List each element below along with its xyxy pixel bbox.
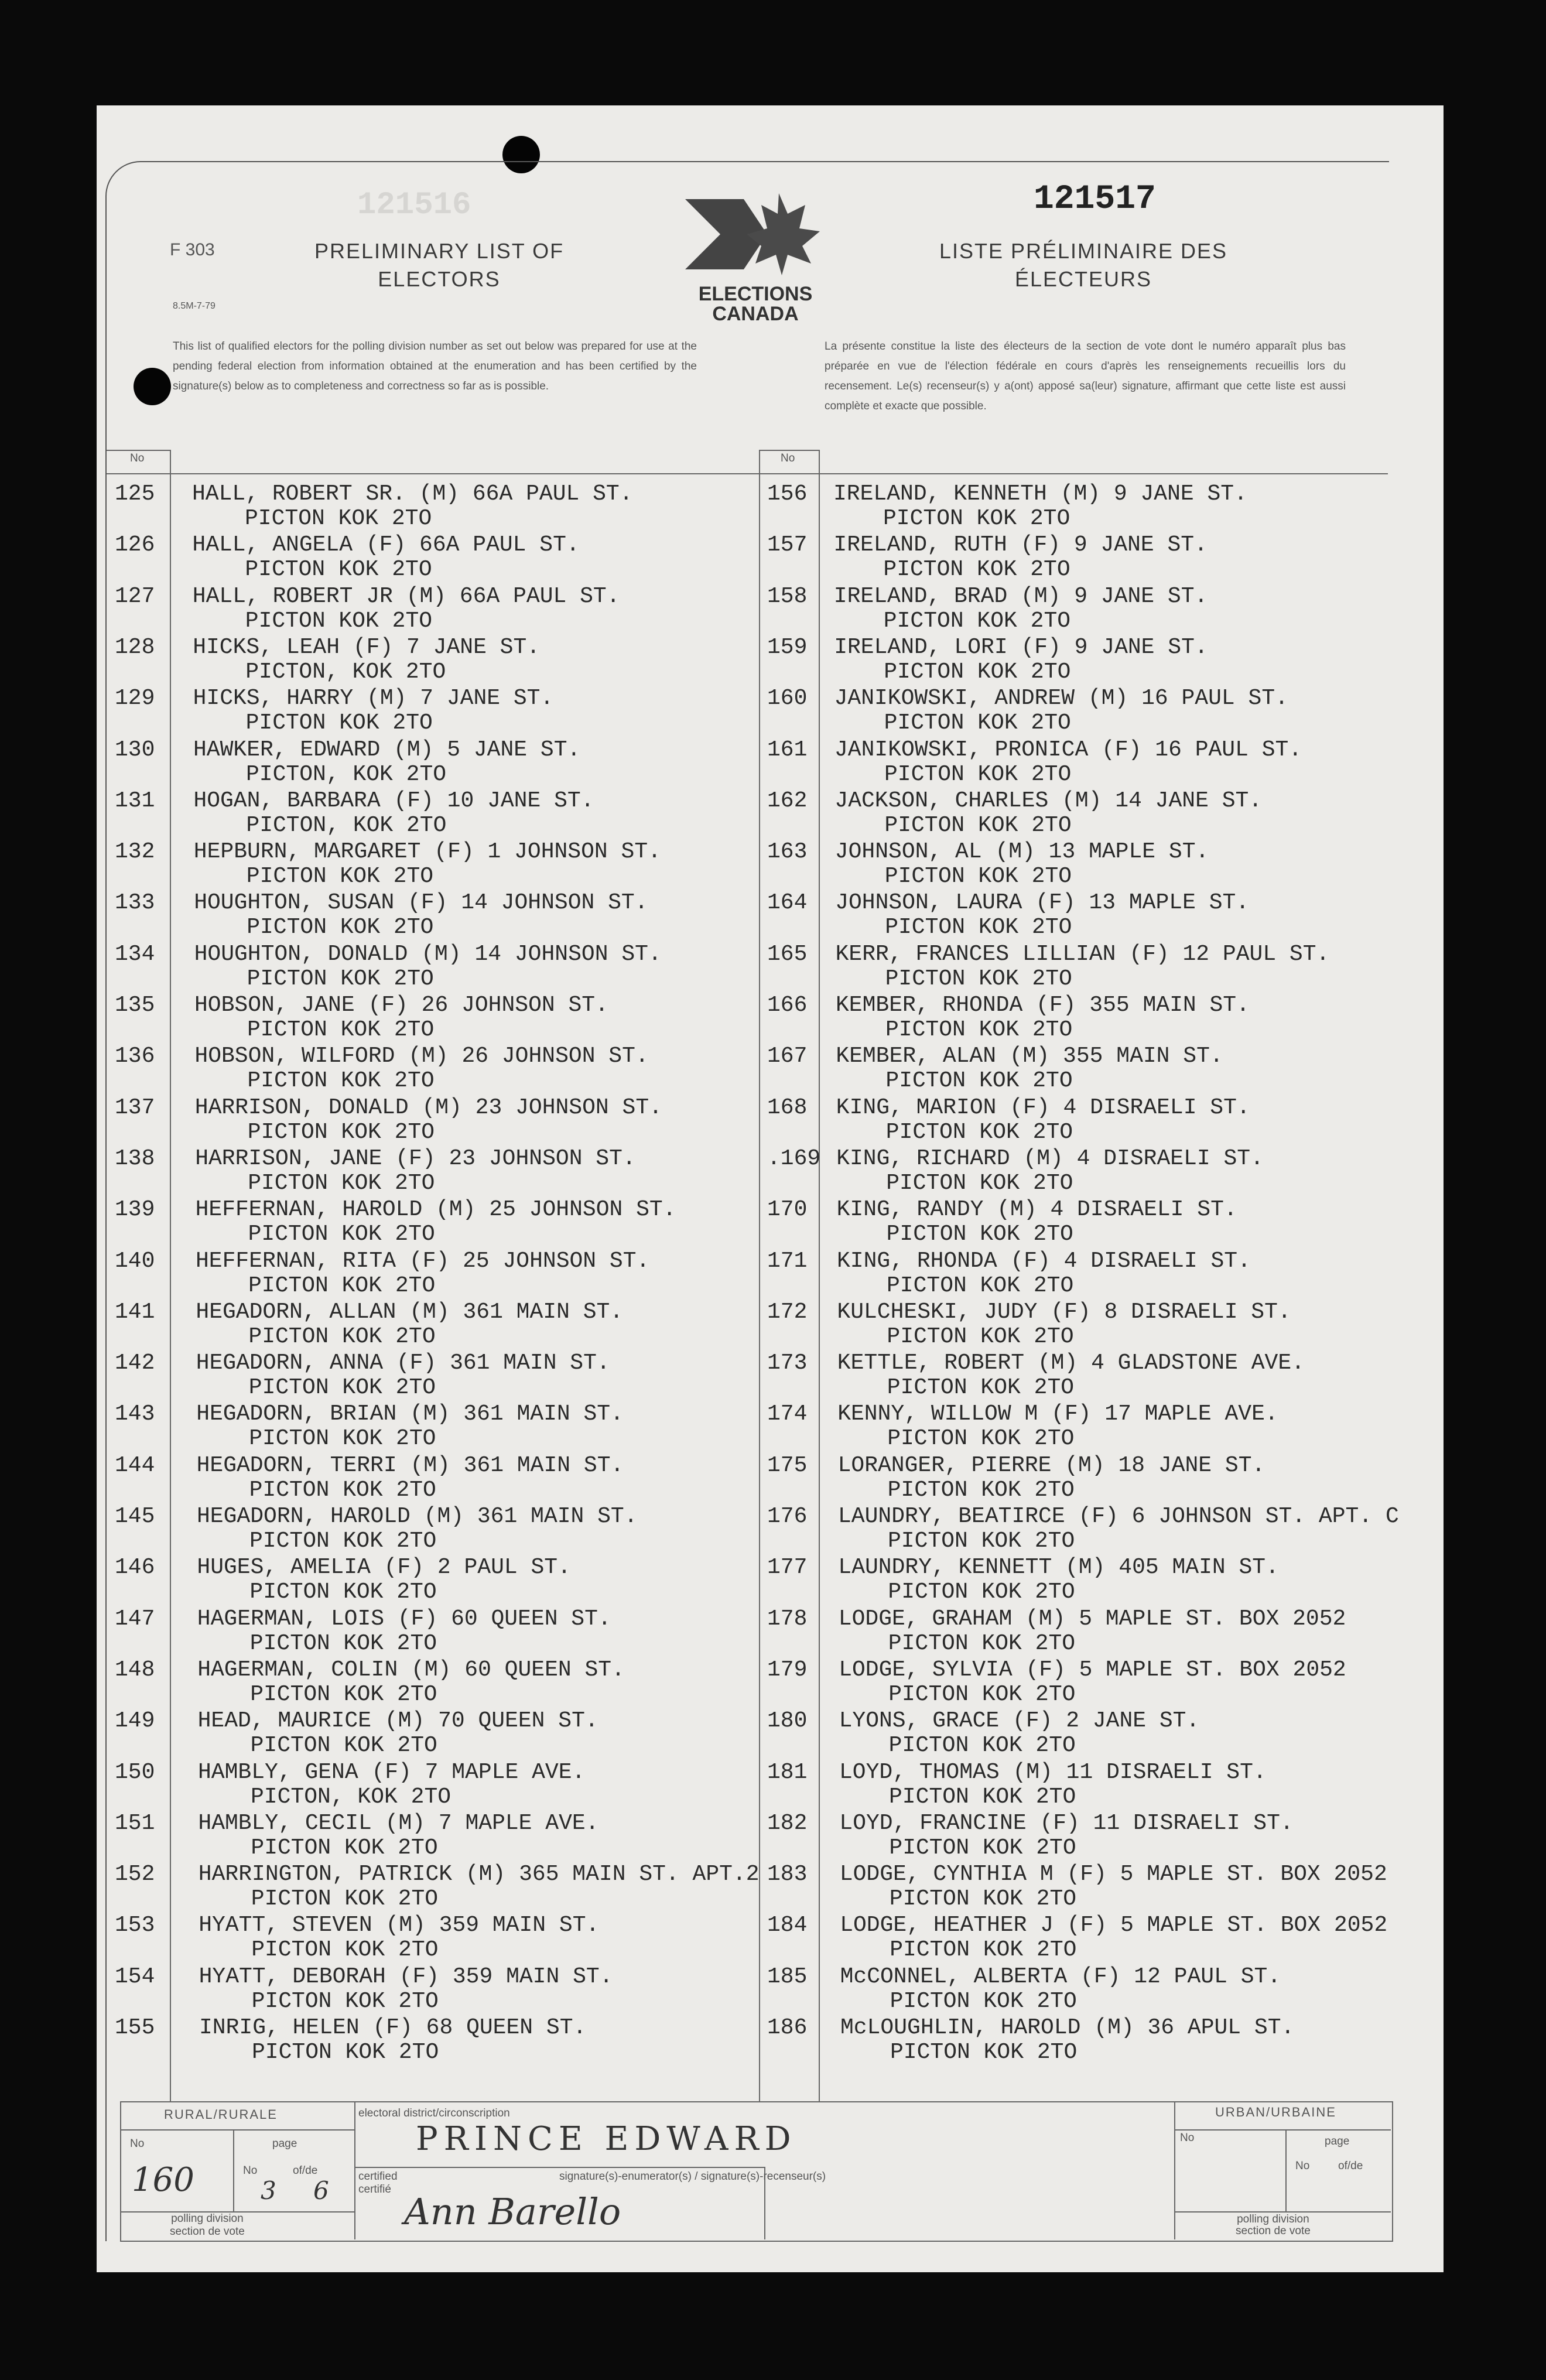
entry-city-postal: PICTON KOK 2TO [249, 1630, 437, 1656]
rural-no-value: 160 [132, 2161, 194, 2199]
entry-name-address: HEGADORN, TERRI (M) 361 MAIN ST. [196, 1452, 624, 1478]
footer-urban-bottom [1174, 2211, 1391, 2213]
entry-city-postal: PICTON KOK 2TO [887, 1324, 1074, 1349]
entry-number: 179 [767, 1657, 808, 1683]
entry-number: 172 [767, 1299, 808, 1325]
entry-city-postal: PICTON KOK 2TO [888, 1528, 1075, 1554]
entry-number: 171 [767, 1248, 808, 1274]
entry-number: 175 [767, 1452, 808, 1478]
entry-name-address: KING, RHONDA (F) 4 DISRAELI ST. [837, 1248, 1251, 1274]
entry-name-address: HEGADORN, ANNA (F) 361 MAIN ST. [196, 1350, 610, 1376]
form-number: F 303 [170, 240, 215, 259]
footer-urban-divider [1174, 2101, 1175, 2239]
entry-name-address: McLOUGHLIN, HAROLD (M) 36 APUL ST. [840, 2015, 1295, 2040]
entry-city-postal: PICTON KOK 2TO [247, 1017, 435, 1042]
entry-city-postal: PICTON KOK 2TO [884, 659, 1071, 685]
rural-polling-label [170, 2213, 245, 2238]
entry-number: 127 [115, 583, 155, 609]
entry-city-postal: PICTON KOK 2TO [889, 1886, 1077, 1912]
footer-urban-no-divider [1285, 2129, 1287, 2211]
entry-name-address: McCONNEL, ALBERTA (F) 12 PAUL ST. [840, 1964, 1281, 1989]
certified-label-en: certified [358, 2170, 398, 2183]
serial-number: 121517 [1034, 180, 1156, 218]
urban-no-label: No [1180, 2132, 1195, 2144]
entry-city-postal: PICTON KOK 2TO [251, 1988, 439, 2014]
entry-number: 132 [115, 839, 155, 865]
entry-city-postal: PICTON KOK 2TO [249, 1528, 437, 1554]
page-value: 3 [261, 2176, 276, 2205]
entry-city-postal: PICTON KOK 2TO [884, 864, 1072, 890]
entry-number: 182 [767, 1810, 808, 1836]
entry-name-address: KERR, FRANCES LILLIAN (F) 12 PAUL ST. [835, 941, 1330, 967]
entry-city-postal: PICTON KOK 2TO [247, 966, 434, 991]
entry-name-address: LODGE, CYNTHIA M (F) 5 MAPLE ST. BOX 2052 [839, 1862, 1387, 1887]
entry-city-postal: PICTON KOK 2TO [889, 1784, 1076, 1810]
col-header-left: No [130, 452, 145, 464]
footer-urban-line [1174, 2129, 1391, 2131]
entry-city-postal: PICTON KOK 2TO [884, 812, 1072, 838]
urban-label: URBAN/URBAINE [1215, 2105, 1336, 2119]
intro-english: This list of qualified electors for the polling division number as set out below was prepared for use at the pending federal election from information obtained at the enumeration and has been certified by the signature(s) below as to completeness and correctness so far as is possible. [173, 340, 697, 392]
entry-number: 142 [115, 1350, 155, 1376]
entry-name-address: HICKS, HARRY (M) 7 JANE ST. [193, 686, 554, 712]
print-code: 8.5M-7-79 [173, 301, 216, 311]
entry-city-postal: PICTON KOK 2TO [886, 1170, 1073, 1196]
entry-city-postal: PICTON KOK 2TO [890, 1988, 1077, 2014]
entry-name-address: HEGADORN, HAROLD (M) 361 MAIN ST. [197, 1504, 638, 1529]
title-english-line2: ELECTORS [378, 267, 501, 291]
entry-city-postal: PICTON KOK 2TO [248, 1222, 435, 1247]
entry-city-postal: PICTON, KOK 2TO [246, 761, 447, 787]
entry-number: 161 [767, 737, 808, 762]
entry-number: 148 [115, 1657, 155, 1683]
col-header-right: No [781, 452, 795, 464]
title-french-line2: ÉLECTEURS [1014, 267, 1152, 291]
entry-name-address: LORANGER, PIERRE (M) 18 JANE ST. [837, 1452, 1265, 1478]
entry-city-postal: PICTON, KOK 2TO [246, 812, 447, 838]
entry-name-address: HALL, ROBERT SR. (M) 66A PAUL ST. [192, 481, 633, 507]
footer-rural-no-divider [233, 2129, 234, 2211]
entry-name-address: HICKS, LEAH (F) 7 JANE ST. [193, 634, 541, 660]
center-divider-b [819, 450, 820, 2101]
title-english [293, 237, 586, 293]
entry-name-address: HEFFERNAN, RITA (F) 25 JOHNSON ST. [196, 1248, 650, 1274]
entry-name-address: KEMBER, RHONDA (F) 355 MAIN ST. [836, 993, 1250, 1018]
right-col-header-top [759, 450, 819, 451]
entry-number: 134 [115, 941, 155, 967]
logo-text-line2: CANADA [712, 303, 799, 325]
entry-number: 133 [115, 890, 155, 916]
entry-city-postal: PICTON KOK 2TO [885, 1068, 1073, 1094]
entry-city-postal: PICTON KOK 2TO [887, 1273, 1074, 1298]
entry-name-address: HOGAN, BARBARA (F) 10 JANE ST. [193, 788, 594, 813]
entry-number: 126 [115, 532, 155, 558]
rural-no-label: No [130, 2138, 145, 2150]
entry-name-address: LODGE, HEATHER J (F) 5 MAPLE ST. BOX 2052 [840, 1913, 1388, 1938]
urban-polling-label-fr: section de vote [1236, 2225, 1311, 2237]
entry-number: 159 [767, 634, 808, 660]
entry-city-postal: PICTON KOK 2TO [250, 1733, 437, 1759]
entry-number: 173 [767, 1350, 808, 1376]
entry-name-address: HYATT, DEBORAH (F) 359 MAIN ST. [199, 1964, 613, 1989]
entry-city-postal: PICTON KOK 2TO [252, 2040, 439, 2065]
entry-city-postal: PICTON KOK 2TO [245, 608, 433, 634]
entry-name-address: HAMBLY, CECIL (M) 7 MAPLE AVE. [198, 1810, 599, 1836]
entry-city-postal: PICTON KOK 2TO [883, 557, 1070, 583]
faded-serial-number: 121516 [357, 187, 471, 223]
entry-name-address: KETTLE, ROBERT (M) 4 GLADSTONE AVE. [837, 1350, 1305, 1376]
entry-city-postal: PICTON KOK 2TO [890, 2040, 1078, 2065]
entry-number: 135 [115, 993, 155, 1018]
entry-name-address: LYONS, GRACE (F) 2 JANE ST. [839, 1708, 1200, 1734]
rural-page-label: page [272, 2138, 297, 2150]
entry-number: 130 [115, 737, 155, 762]
maple-leaf-x-icon [673, 187, 837, 281]
entry-number: 162 [767, 788, 808, 813]
entry-number: 174 [767, 1401, 808, 1427]
center-divider-a [759, 450, 760, 2101]
entry-number: 180 [767, 1708, 808, 1734]
entry-name-address: HYATT, STEVEN (M) 359 MAIN ST. [199, 1913, 600, 1938]
logo-text-line1: ELECTIONS [698, 283, 813, 305]
title-french-line1: LISTE PRÉLIMINAIRE DES [939, 239, 1228, 263]
urban-polling-label [1236, 2214, 1311, 2237]
entry-city-postal: PICTON KOK 2TO [888, 1681, 1076, 1707]
entry-number: 144 [115, 1452, 155, 1478]
entry-name-address: HALL, ANGELA (F) 66A PAUL ST. [192, 532, 580, 558]
entry-city-postal: PICTON KOK 2TO [249, 1426, 436, 1452]
entry-city-postal: PICTON KOK 2TO [883, 608, 1071, 634]
entry-number: 131 [115, 788, 155, 813]
column-header-line [107, 473, 1388, 474]
entry-number: 163 [767, 839, 808, 865]
entry-number: 186 [767, 2015, 808, 2040]
entry-number: 155 [115, 2015, 155, 2040]
entry-name-address: JOHNSON, LAURA (F) 13 MAPLE ST. [835, 890, 1250, 916]
entry-number: 153 [115, 1913, 155, 1938]
left-number-divider [170, 450, 171, 2101]
entry-number: 156 [767, 481, 808, 507]
rural-label: RURAL/RURALE [164, 2107, 278, 2122]
entry-city-postal: PICTON, KOK 2TO [251, 1784, 452, 1810]
entry-number: 167 [767, 1044, 808, 1069]
urban-page-no-label: No [1295, 2160, 1310, 2172]
entry-city-postal: PICTON KOK 2TO [251, 1937, 439, 1963]
entry-name-address: HUGES, AMELIA (F) 2 PAUL ST. [197, 1555, 571, 1581]
entry-number: 145 [115, 1504, 155, 1529]
entry-city-postal: PICTON KOK 2TO [888, 1630, 1076, 1656]
entry-city-postal: PICTON KOK 2TO [886, 1222, 1073, 1247]
entry-city-postal: PICTON KOK 2TO [245, 557, 432, 583]
signature-value: Ann Barello [404, 2190, 621, 2233]
entry-name-address: KENNY, WILLOW M (F) 17 MAPLE AVE. [837, 1401, 1278, 1427]
entry-number: 176 [767, 1504, 808, 1529]
entry-name-address: JACKSON, CHARLES (M) 14 JANE ST. [834, 788, 1263, 813]
rural-page-no-label: No [243, 2164, 258, 2177]
entry-name-address: IRELAND, BRAD (M) 9 JANE ST. [833, 583, 1208, 609]
entry-name-address: HAMBLY, GENA (F) 7 MAPLE AVE. [198, 1759, 586, 1785]
entry-city-postal: PICTON KOK 2TO [251, 1886, 439, 1912]
entry-number: 149 [115, 1708, 155, 1734]
entry-city-postal: PICTON KOK 2TO [248, 1273, 436, 1298]
entry-city-postal: PICTON KOK 2TO [246, 864, 434, 890]
entry-number: 129 [115, 686, 155, 712]
entry-city-postal: PICTON KOK 2TO [889, 1835, 1076, 1861]
entry-name-address: HAGERMAN, COLIN (M) 60 QUEEN ST. [197, 1657, 625, 1683]
entry-city-postal: PICTON KOK 2TO [887, 1477, 1075, 1503]
entry-city-postal: PICTON KOK 2TO [247, 1119, 435, 1145]
entry-city-postal: PICTON KOK 2TO [247, 915, 434, 941]
entry-city-postal: PICTON KOK 2TO [888, 1579, 1075, 1605]
entry-number: 137 [115, 1095, 155, 1120]
of-value: 6 [313, 2176, 329, 2205]
certified-label-fr: certifié [358, 2183, 391, 2196]
entry-city-postal: PICTON KOK 2TO [250, 1681, 437, 1707]
district-value: PRINCE EDWARD [416, 2120, 797, 2158]
entry-number: 150 [115, 1759, 155, 1785]
entry-name-address: KING, RANDY (M) 4 DISRAELI ST. [836, 1197, 1237, 1223]
entry-name-address: LAUNDRY, KENNETT (M) 405 MAIN ST. [838, 1555, 1279, 1581]
entry-number: 164 [767, 890, 808, 916]
entry-city-postal: PICTON KOK 2TO [887, 1375, 1075, 1401]
entry-name-address: LODGE, SYLVIA (F) 5 MAPLE ST. BOX 2052 [839, 1657, 1346, 1683]
entry-name-address: HARRISON, JANE (F) 23 JOHNSON ST. [195, 1145, 636, 1171]
elections-canada-logo [673, 187, 837, 325]
entry-name-address: LAUNDRY, BEATIRCE (F) 6 JOHNSON ST. APT. C [838, 1504, 1399, 1529]
entry-name-address: HOBSON, WILFORD (M) 26 JOHNSON ST. [194, 1044, 649, 1069]
entry-number: 160 [767, 686, 808, 712]
entry-number: 184 [767, 1913, 808, 1938]
urban-of-label: of/de [1338, 2160, 1363, 2172]
entry-number: 140 [115, 1248, 155, 1274]
entry-name-address: IRELAND, KENNETH (M) 9 JANE ST. [833, 481, 1247, 507]
certified-label [358, 2170, 398, 2196]
entry-name-address: HAGERMAN, LOIS (F) 60 QUEEN ST. [197, 1606, 611, 1632]
title-english-line1: PRELIMINARY LIST OF [314, 239, 565, 263]
entry-city-postal: PICTON, KOK 2TO [245, 659, 446, 685]
signature-label: signature(s)-enumerator(s) / signature(s)-recenseur(s) [559, 2170, 826, 2183]
entry-number: 143 [115, 1401, 155, 1427]
footer-rural-divider [354, 2101, 355, 2239]
entry-name-address: HEAD, MAURICE (M) 70 QUEEN ST. [197, 1708, 598, 1734]
entry-number: 185 [767, 1964, 808, 1989]
entry-city-postal: PICTON KOK 2TO [248, 1375, 436, 1401]
entry-number: 183 [767, 1862, 808, 1887]
title-french [914, 237, 1253, 293]
entry-name-address: HARRINGTON, PATRICK (M) 365 MAIN ST. APT.2 [198, 1862, 760, 1887]
entry-city-postal: PICTON KOK 2TO [245, 710, 433, 736]
entry-city-postal: PICTON KOK 2TO [249, 1579, 437, 1605]
entry-name-address: LODGE, GRAHAM (M) 5 MAPLE ST. BOX 2052 [838, 1606, 1346, 1632]
entry-name-address: HOBSON, JANE (F) 26 JOHNSON ST. [194, 993, 608, 1018]
entry-name-address: KING, RICHARD (M) 4 DISRAELI ST. [836, 1145, 1264, 1171]
footer-rural-line [120, 2129, 354, 2131]
entry-city-postal: PICTON KOK 2TO [245, 506, 432, 531]
entry-number: 136 [115, 1044, 155, 1069]
entry-name-address: JANIKOWSKI, ANDREW (M) 16 PAUL ST. [834, 686, 1288, 712]
entry-city-postal: PICTON KOK 2TO [885, 1017, 1073, 1042]
entry-number: 138 [115, 1145, 155, 1171]
entry-number: 154 [115, 1964, 155, 1989]
entry-name-address: HARRISON, DONALD (M) 23 JOHNSON ST. [194, 1095, 662, 1120]
entry-name-address: IRELAND, LORI (F) 9 JANE ST. [834, 634, 1208, 660]
entry-name-address: HOUGHTON, SUSAN (F) 14 JOHNSON ST. [194, 890, 648, 916]
entry-city-postal: PICTON KOK 2TO [884, 761, 1072, 787]
rural-of-label: of/de [293, 2164, 318, 2177]
entry-number: 141 [115, 1299, 155, 1325]
left-col-header-top [107, 450, 170, 451]
entry-name-address: INRIG, HELEN (F) 68 QUEEN ST. [199, 2015, 587, 2040]
entry-number: 146 [115, 1555, 155, 1581]
entry-city-postal: PICTON KOK 2TO [883, 506, 1070, 531]
district-label: electoral district/circonscription [358, 2107, 510, 2119]
entry-number: 177 [767, 1555, 808, 1581]
entry-number: 125 [115, 481, 155, 507]
entry-name-address: HEGADORN, ALLAN (M) 361 MAIN ST. [196, 1299, 624, 1325]
entry-number: 181 [767, 1759, 808, 1785]
entry-number: 128 [115, 634, 155, 660]
entry-city-postal: PICTON KOK 2TO [887, 1426, 1075, 1452]
entry-city-postal: PICTON KOK 2TO [890, 1937, 1077, 1963]
entry-number: 152 [115, 1862, 155, 1887]
entry-name-address: LOYD, FRANCINE (F) 11 DISRAELI ST. [839, 1810, 1294, 1836]
entry-number: 178 [767, 1606, 808, 1632]
entry-city-postal: PICTON KOK 2TO [885, 966, 1072, 991]
entry-number: 139 [115, 1197, 155, 1223]
entry-name-address: HEPBURN, MARGARET (F) 1 JOHNSON ST. [193, 839, 661, 865]
entry-number: 151 [115, 1810, 155, 1836]
entry-name-address: HEFFERNAN, HAROLD (M) 25 JOHNSON ST. [195, 1197, 676, 1223]
entry-number: 158 [767, 583, 808, 609]
urban-polling-label-en: polling division [1237, 2213, 1309, 2225]
entry-name-address: KING, MARION (F) 4 DISRAELI ST. [836, 1095, 1250, 1120]
entry-number: 165 [767, 941, 808, 967]
entry-city-postal: PICTON KOK 2TO [888, 1733, 1076, 1759]
entry-name-address: IRELAND, RUTH (F) 9 JANE ST. [833, 532, 1208, 558]
entry-city-postal: PICTON KOK 2TO [885, 1119, 1073, 1145]
entry-city-postal: PICTON KOK 2TO [884, 710, 1071, 736]
intro-french: La présente constitue la liste des électeurs de la section de vote dont le numéro apparaît plus bas préparée en vue de l'élection fédérale en cours d'après les renseignements recueillis lors du recensement. Le(s) recenseur(s) y a(ont) apposé sa(leur) signature, affirmant que cette liste est aussi complète et exacte que possible. [825, 340, 1346, 412]
entry-city-postal: PICTON KOK 2TO [885, 915, 1072, 941]
entry-name-address: KEMBER, ALAN (M) 355 MAIN ST. [836, 1044, 1223, 1069]
entry-number: 157 [767, 532, 808, 558]
urban-page-label: page [1325, 2135, 1350, 2148]
entry-city-postal: PICTON KOK 2TO [248, 1170, 435, 1196]
entry-name-address: HOUGHTON, DONALD (M) 14 JOHNSON ST. [194, 941, 662, 967]
entry-city-postal: PICTON KOK 2TO [247, 1068, 435, 1094]
entry-name-address: LOYD, THOMAS (M) 11 DISRAELI ST. [839, 1759, 1267, 1785]
entry-number: 168 [767, 1095, 808, 1120]
entry-number: 147 [115, 1606, 155, 1632]
entry-city-postal: PICTON KOK 2TO [249, 1477, 436, 1503]
entry-name-address: HALL, ROBERT JR (M) 66A PAUL ST. [192, 583, 620, 609]
entry-city-postal: PICTON KOK 2TO [251, 1835, 438, 1861]
entry-name-address: HAWKER, EDWARD (M) 5 JANE ST. [193, 737, 581, 762]
entry-name-address: JOHNSON, AL (M) 13 MAPLE ST. [834, 839, 1209, 865]
entry-number: .169 [767, 1145, 821, 1171]
footer-district-line [354, 2167, 764, 2168]
entry-number: 170 [767, 1197, 808, 1223]
entry-name-address: KULCHESKI, JUDY (F) 8 DISRAELI ST. [837, 1299, 1291, 1325]
entry-number: 166 [767, 993, 808, 1018]
rural-polling-label-en: polling division [171, 2213, 244, 2225]
entry-name-address: JANIKOWSKI, PRONICA (F) 16 PAUL ST. [834, 737, 1302, 762]
entry-name-address: HEGADORN, BRIAN (M) 361 MAIN ST. [196, 1401, 624, 1427]
rural-polling-label-fr: section de vote [170, 2225, 245, 2238]
entry-city-postal: PICTON KOK 2TO [248, 1324, 436, 1349]
